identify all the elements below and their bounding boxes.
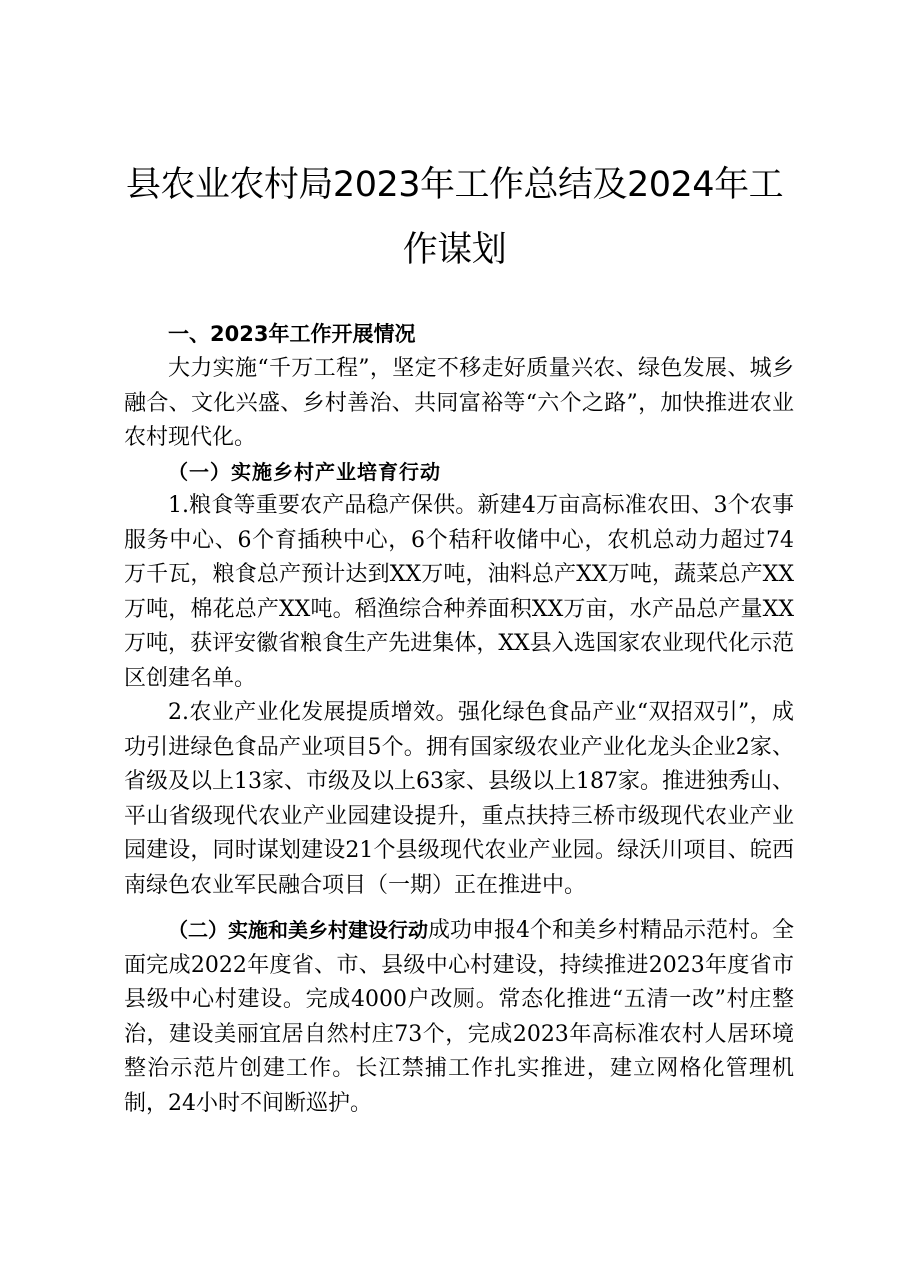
intro-paragraph: 大力实施“千万工程”，坚定不移走好质量兴农、绿色发展、城乡融合、文化兴盛、乡村善治、共同富裕等“六个之路”，加快推进农业农村现代化。 [124, 356, 794, 450]
document-title-line-1: 县农业农村局2023年工作总结及2024年工 [125, 165, 784, 205]
paragraph-harmonious-village [124, 913, 794, 1121]
section-1-heading: 一、2023年工作开展情况 [168, 322, 416, 346]
document-title-line-2: 作谋划 [402, 230, 507, 270]
paragraph-grain-production: 1.粮食等重要农产品稳产保供。新建4万亩高标准农田、3个农事服务中心、6个育插秧中心，6个秸秆收储中心，农机总动力超过74万千瓦，粮食总产预计达到XX万吨，油料总产XX万吨，蔬菜总产XX万吨，棉花总产XX吨。稻渔综合种养面积XX万亩，水产品总产量XX万吨，获评安徽省粮食生产先进集体，XX县入选国家农业现代化示范区创建名单。 [124, 493, 794, 691]
paragraph-industrialization: 2.农业产业化发展提质增效。强化绿色食品产业“双招双引”，成功引进绿色食品产业项目5个。拥有国家级农业产业化龙头企业2家、省级及以上13家、市级及以上63家、县级以上187家。推进独秀山、平山省级现代农业产业园建设提升，重点扶持三桥市级现代农业产业园建设，同时谋划建设21个县级现代农业产业园。绿沃川项目、皖西南绿色农业军民融合项目（一期）正在推进中。 [124, 700, 794, 898]
paragraph-harmonious-village-text: 成功申报4个和美乡村精品示范村。全面完成2022年度省、市、县级中心村建设，持续推进2023年度省市县级中心村建设。完成4000户改厕。常态化推进“五清一改”村庄整治，建设美丽宜居自然村庄73个，完成2023年高标准农村人居环境整治示范片创建工作。长江禁捕工作扎实推进，建立网格化管理机制，24小时不间断巡护。 [124, 918, 795, 1116]
subsection-1-heading [168, 455, 794, 491]
subsection-2-heading: （二）实施和美乡村建设行动 [168, 918, 428, 942]
subsection-1-heading-text: （一）实施乡村产业培育行动 [168, 460, 441, 484]
